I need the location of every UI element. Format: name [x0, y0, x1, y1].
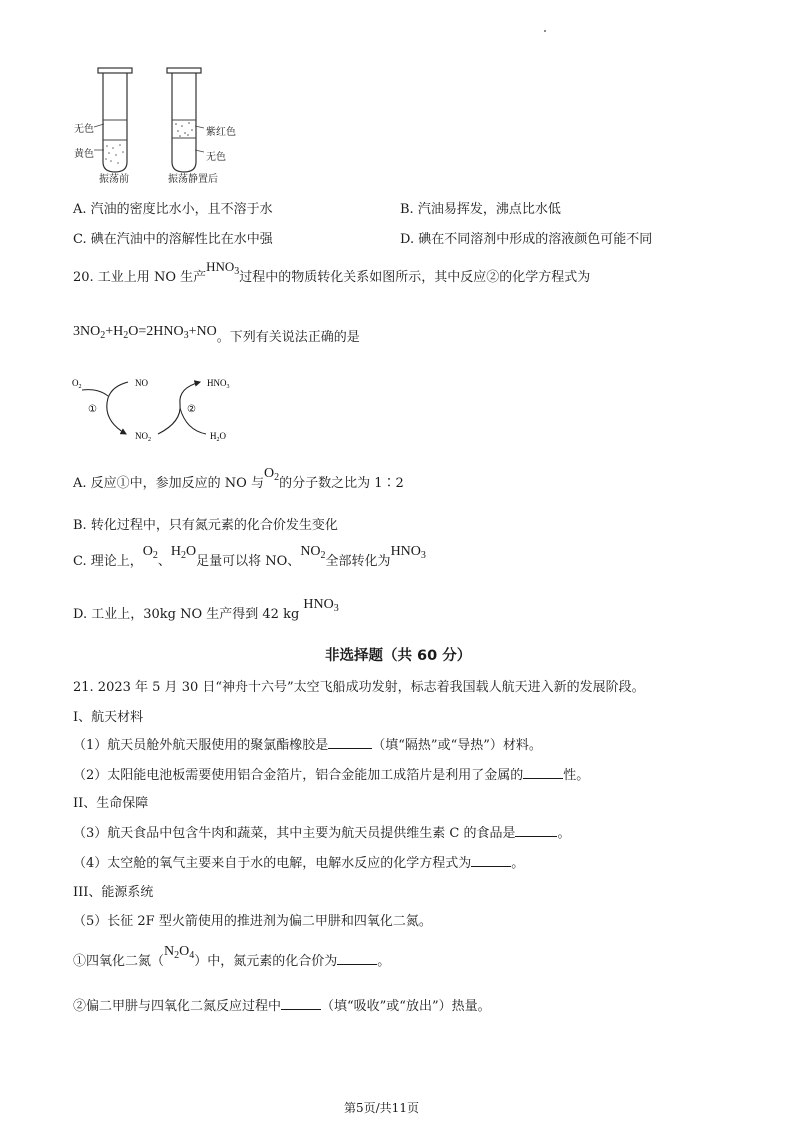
answer-blank-6[interactable] [281, 997, 321, 1010]
label-colorless: 无色 [74, 124, 94, 135]
q20-option-c: C. 理论上，$O_2$、$H_2O$足量可以将 NO、$NO_2$全部转化为$HNO_3$ [73, 544, 426, 569]
q19-option-d: D. 碘在不同溶剂中形成的溶液颜色可能不同 [400, 232, 653, 247]
q21-part-2: （2）太阳能电池板需要使用铝合金箔片，铝合金能加工成箔片是利用了金属的 性。 [73, 768, 590, 783]
q19-option-c: C. 碘在汽油中的溶解性比在水中强 [73, 232, 273, 247]
h2o-label: $H_2O$ [210, 431, 226, 443]
section-title: 非选择题（共 60 分） [325, 648, 472, 664]
label-colorless-2: 无色 [206, 152, 226, 163]
q19-option-b: B. 汽油易挥发，沸点比水低 [400, 202, 561, 217]
answer-blank-1[interactable] [328, 736, 372, 749]
q20-option-b: B. 转化过程中，只有氮元素的化合价发生变化 [73, 518, 338, 533]
answer-blank-5[interactable] [337, 952, 377, 965]
caption-after: 振荡静置后 [168, 174, 218, 185]
no-label: NO [135, 378, 148, 388]
o2-label: $O_2$ [72, 378, 82, 390]
test-tube-before [94, 68, 132, 172]
hno3-diagram-label: $HNO_3$ [207, 378, 230, 390]
caption-before: 振荡前 [99, 174, 129, 185]
reaction-1-label: ① [88, 404, 97, 415]
reaction-2-label: ② [187, 404, 196, 415]
q20-option-d: D. 工业上，30kg NO 生产得到 42 kg $HNO_3$ [73, 597, 339, 622]
answer-blank-4[interactable] [471, 854, 511, 867]
q21-sub-1: ①四氧化二氮$(N_2O_4)$中，氮元素的化合价为 。 [73, 944, 391, 969]
page-footer: 第5页/共11页 [344, 1101, 419, 1115]
q20-equation: $3NO_2+H_2O=2HNO_3+NO$。下列有关说法正确的是 [73, 324, 360, 345]
heading-life-support: II、生命保障 [73, 796, 149, 811]
label-purple-red: 紫红色 [206, 127, 236, 138]
heading-materials: Ⅰ、航天材料 [73, 710, 144, 725]
q21-part-1: （1）航天员舱外航天服使用的聚氯酯橡胶是 （填“隔热”或“导热”）材料。 [73, 738, 542, 753]
q21-part-3: （3）航天食品中包含牛肉和蔬菜，其中主要为航天员提供维生素 C 的食品是 。 [73, 826, 571, 841]
no2-label: $NO_2$ [135, 431, 151, 443]
q20-option-a: A. 反应①中，参加反应的 NO 与$O_2$的分子数之比为 1∶2 [73, 466, 404, 491]
answer-blank-2[interactable] [523, 766, 563, 779]
scan-dot [544, 30, 546, 32]
q21-sub-2: ②偏二甲肼与四氧化二氮反应过程中 （填“吸收”或“放出”）热量。 [73, 999, 491, 1014]
q19-option-a: A. 汽油的密度比水小，且不溶于水 [73, 202, 273, 217]
q21-part-4: （4）太空舱的氧气主要来自于水的电解，电解水反应的化学方程式为 。 [73, 856, 525, 871]
q21-stem: 21. 2023 年 5 月 30 日“神舟十六号”太空飞船成功发射，标志着我国载人航天进入新的发展阶段。 [73, 680, 645, 695]
test-tube-after [167, 68, 204, 172]
answer-blank-3[interactable] [515, 824, 557, 837]
conversion-cycle-diagram [68, 368, 258, 448]
heading-energy-system: III、能源系统 [73, 885, 154, 900]
q21-part-5: （5）长征 2F 型火箭使用的推进剂为偏二甲肼和四氧化二氮。 [73, 914, 432, 929]
label-yellow: 黄色 [74, 149, 94, 160]
q20-stem: 20. 工业上用 NO 生产$HNO_3$过程中的物质转化关系如图所示，其中反应②的化学方程式为 [73, 259, 591, 285]
